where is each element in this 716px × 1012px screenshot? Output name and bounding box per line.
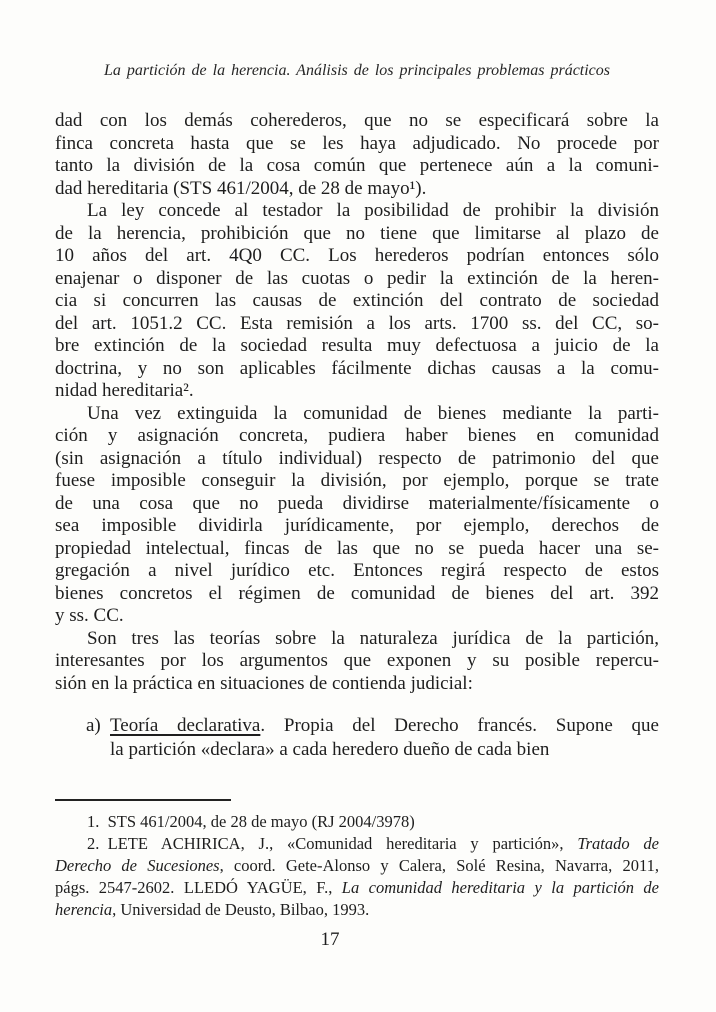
text-line: 1. STS 461/2004, de 28 de mayo (RJ 2004/3978) [87, 811, 415, 831]
text-line: sea imposible dividirla jurídicamente, por ejemplo, derechos de [55, 515, 659, 536]
text-segment: 2. LETE ACHIRICA, J., «Comunidad hereditaria y partición», [87, 833, 578, 853]
italic-text: La comunidad hereditaria y la partición de [341, 878, 660, 898]
list-item-a [55, 714, 659, 762]
text-line: (sin asignación a título individual) respecto de patrimonio del que [55, 447, 659, 469]
list-item-text [110, 714, 659, 762]
text-line: Son tres las teorías sobre la naturaleza jurídica de la partición, [87, 627, 659, 649]
paragraphs-container [55, 110, 659, 695]
text-segment: , coord. Gete-Alonso y Calera, Solé Resina, Navarra, 2011, [219, 855, 659, 875]
text-line: bre extinción de la sociedad resulta muy defectuosa a juicio de la [55, 335, 659, 356]
text-line: Una vez extinguida la comunidad de bienes mediante la parti- [87, 402, 659, 424]
text-line: la partición «declara» a cada heredero dueño de cada bien [110, 739, 550, 760]
page-number: 17 [320, 929, 340, 950]
text-line: ción y asignación concreta, pudiera haber bienes en comunidad [55, 425, 659, 446]
paragraph [55, 200, 659, 403]
text-line: cia si concurren las causas de extinción del contrato de sociedad [55, 290, 659, 311]
italic-text: Tratado de [577, 833, 659, 853]
text-line: dad con los demás coherederos, que no se especificará sobre la [55, 110, 659, 131]
footnote-rule [55, 799, 231, 801]
text-line: fuese imposible conseguir la división, por ejemplo, porque se trate [55, 470, 659, 491]
text-line: y ss. CC. [55, 605, 124, 626]
text-segment: . Propia del Derecho francés. Supone que [260, 715, 659, 736]
text-line: nidad hereditaria². [55, 380, 194, 401]
text-line: 10 años del art. 4Q0 CC. Los herederos podrían entonces sólo [55, 245, 659, 266]
text-line: doctrina, y no son aplicables fácilmente dichas causas a la comu- [55, 357, 659, 379]
text-line: de una cosa que no pueda dividirse materialmente/físicamente o [55, 492, 659, 514]
text-line: de la herencia, prohibición que no tiene que limitarse al plazo de [55, 222, 659, 244]
text-line: tanto la división de la cosa común que pertenece aún a la comuni- [55, 155, 659, 176]
text-line: La ley concede al testador la posibilidad de prohibir la división [87, 200, 659, 221]
text-line: dad hereditaria (STS 461/2004, de 28 de mayo¹). [55, 177, 427, 199]
text-line: sión en la práctica en situaciones de contienda judicial: [55, 672, 473, 694]
underlined-text: Teoría declarativa [110, 715, 261, 736]
paragraph [55, 403, 659, 628]
text-line: propiedad intelectual, fincas de las que no se pueda hacer una se- [55, 537, 659, 559]
footnote [55, 833, 659, 922]
text-line [55, 833, 659, 855]
text-line [55, 877, 659, 899]
paragraph [55, 628, 659, 696]
paragraph [55, 110, 659, 200]
running-header: La partición de la herencia. Análisis de los principales problemas prácticos [103, 62, 611, 79]
text-segment: , Universidad de Deusto, Bilbao, 1993. [112, 900, 370, 920]
footnote [55, 811, 659, 833]
text-line: gregación a nivel jurídico etc. Entonces regirá respecto de estos [55, 560, 659, 581]
text-segment: págs. 2547-2602. LLEDÓ YAGÜE, F., [55, 878, 342, 898]
text-line: bienes concretos el régimen de comunidad de bienes del art. 392 [55, 582, 659, 604]
text-line: interesantes por los argumentos que exponen y su posible repercu- [55, 650, 659, 671]
text-line [110, 714, 659, 738]
footnotes-section [55, 799, 659, 922]
text-line [55, 855, 659, 877]
text-line: finca concreta hasta que se les haya adjudicado. No procede por [55, 132, 659, 154]
italic-text: herencia [55, 900, 113, 920]
text-line: enajenar o disponer de las cuotas o pedir la extinción de la heren- [55, 267, 659, 289]
italic-text: Derecho de Sucesiones [55, 855, 220, 875]
footnotes-container [55, 811, 659, 922]
text-line [55, 899, 659, 921]
body-text [55, 110, 659, 762]
list-marker: a) [86, 715, 101, 736]
text-line: del art. 1051.2 CC. Esta remisión a los arts. 1700 ss. del CC, so- [55, 312, 659, 334]
